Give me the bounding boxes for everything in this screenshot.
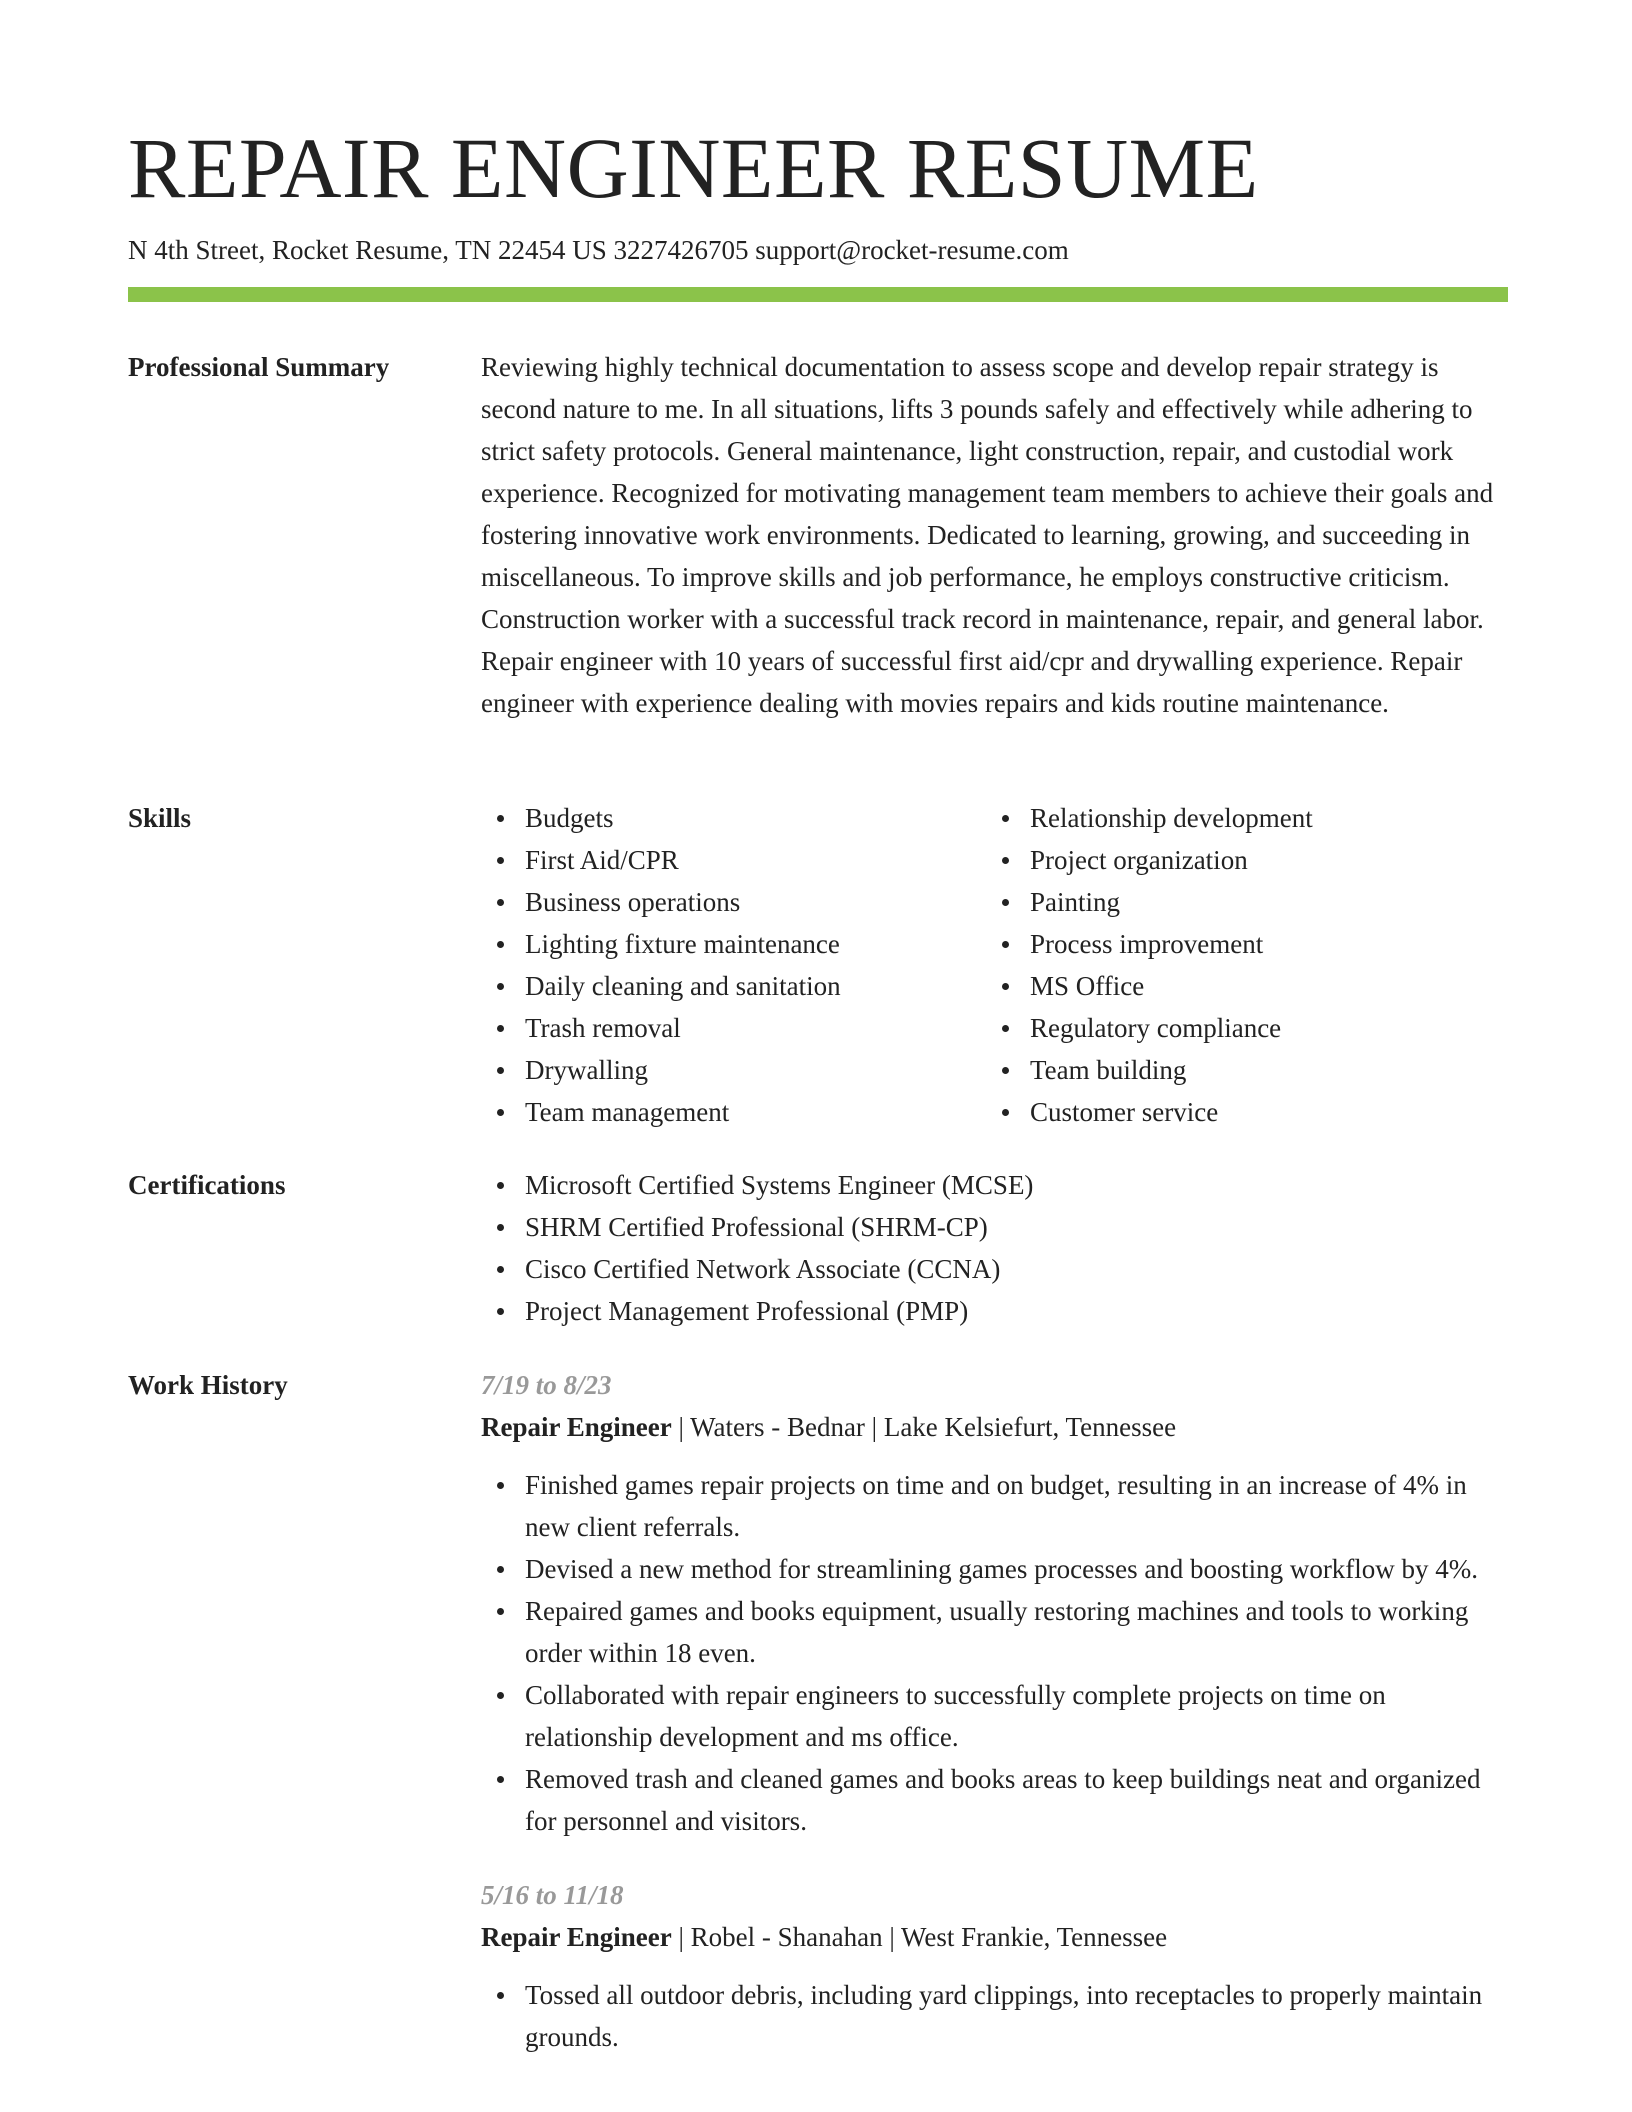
job-heading — [481, 1406, 1508, 1448]
skill-item: Project organization — [986, 839, 1491, 881]
skill-item: Team building — [986, 1049, 1491, 1091]
accent-divider — [128, 287, 1508, 302]
certifications-body — [481, 1164, 1508, 1332]
job-employer-location: | Robel - Shanahan | West Frankie, Tennessee — [671, 1922, 1168, 1952]
job-employer-location: | Waters - Bednar | Lake Kelsiefurt, Tennessee — [671, 1412, 1177, 1442]
skills-columns — [481, 797, 1508, 1133]
skill-item: Trash removal — [481, 1007, 986, 1049]
job-bullet: Collaborated with repair engineers to successfully complete projects on time on relationship development and ms office. — [481, 1674, 1508, 1758]
job-bullets — [481, 1974, 1508, 2058]
summary-body — [481, 346, 1508, 724]
job-dates: 7/19 to 8/23 — [481, 1370, 612, 1400]
skill-item: Relationship development — [986, 797, 1491, 839]
certifications-list — [481, 1164, 1508, 1332]
job-bullet: Repaired games and books equipment, usually restoring machines and tools to working order within 18 even. — [481, 1590, 1508, 1674]
job-title: Repair Engineer — [481, 1922, 672, 1952]
resume-title: REPAIR ENGINEER RESUME — [128, 120, 1259, 216]
skill-item: Budgets — [481, 797, 986, 839]
job-title: Repair Engineer — [481, 1412, 672, 1442]
skills-list-right — [986, 797, 1491, 1133]
job-bullet: Tossed all outdoor debris, including yard clippings, into receptacles to properly maintain grounds. — [481, 1974, 1508, 2058]
skills-body — [481, 797, 1508, 1133]
job-heading — [481, 1916, 1508, 1958]
job-dates: 5/16 to 11/18 — [481, 1880, 624, 1910]
skill-item: Daily cleaning and sanitation — [481, 965, 986, 1007]
work-history-body — [481, 1364, 1508, 2058]
skill-item: Regulatory compliance — [986, 1007, 1491, 1049]
skill-item: MS Office — [986, 965, 1491, 1007]
certification-item: Cisco Certified Network Associate (CCNA) — [481, 1248, 1508, 1290]
certification-item: Project Management Professional (PMP) — [481, 1290, 1508, 1332]
work-history-heading: Work History — [128, 1370, 288, 1400]
skill-item: Process improvement — [986, 923, 1491, 965]
summary-heading: Professional Summary — [128, 352, 390, 382]
skills-heading: Skills — [128, 803, 192, 833]
skill-item: Business operations — [481, 881, 986, 923]
job-bullet: Removed trash and cleaned games and books areas to keep buildings neat and organized for personnel and visitors. — [481, 1758, 1508, 1842]
skills-list-left — [481, 797, 986, 1133]
skill-item: Team management — [481, 1091, 986, 1133]
skill-item: Painting — [986, 881, 1491, 923]
skill-item: First Aid/CPR — [481, 839, 986, 881]
contact-line: N 4th Street, Rocket Resume, TN 22454 US 3227426705 support@rocket-resume.com — [128, 235, 1069, 265]
skill-item: Drywalling — [481, 1049, 986, 1091]
job-bullet: Finished games repair projects on time and on budget, resulting in an increase of 4% in new client referrals. — [481, 1464, 1508, 1548]
skill-item: Lighting fixture maintenance — [481, 923, 986, 965]
job-bullet: Devised a new method for streamlining games processes and boosting workflow by 4%. — [481, 1548, 1508, 1590]
certifications-heading: Certifications — [128, 1170, 286, 1200]
summary-text: Reviewing highly technical documentation to assess scope and develop repair strategy is second nature to me. In all situations, lifts 3 pounds safely and effectively while adhering to strict safety protocols. General maintenance, light construction, repair, and custodial work experience. Recognized for motivating management team members to achieve their goals and fostering innovative work environments. Dedicated to learning, growing, and succeeding in miscellaneous. To improve skills and job performance, he employs constructive criticism. Construction worker with a successful track record in maintenance, repair, and general labor. Repair engineer with 10 years of successful first aid/cpr and drywalling experience. Repair engineer with experience dealing with movies repairs and kids routine maintenance. — [481, 352, 1494, 718]
job-bullets — [481, 1464, 1508, 1842]
skill-item: Customer service — [986, 1091, 1491, 1133]
certification-item: SHRM Certified Professional (SHRM-CP) — [481, 1206, 1508, 1248]
job-entry — [481, 1364, 1508, 1842]
certification-item: Microsoft Certified Systems Engineer (MCSE) — [481, 1164, 1508, 1206]
job-entry — [481, 1874, 1508, 2058]
